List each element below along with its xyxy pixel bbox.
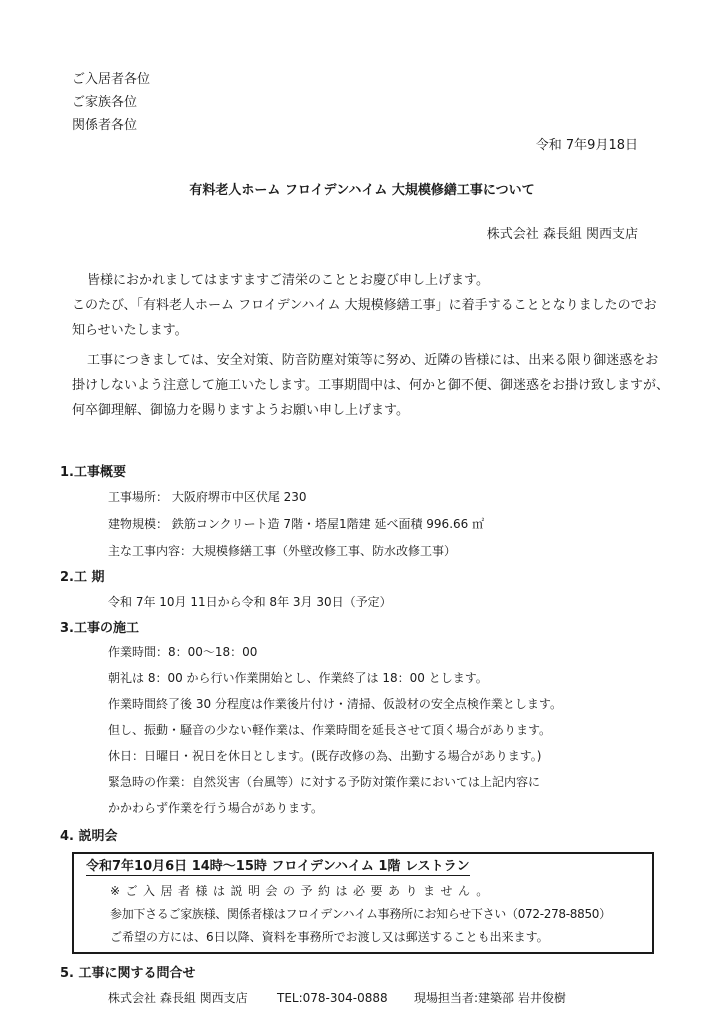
addressee-residents: ご入居者各位 bbox=[72, 72, 151, 87]
inquiry-company: 株式会社 森長組 関西支店 bbox=[108, 991, 248, 1005]
document-title: 有料老人ホーム フロイデンハイム 大規模修繕工事について bbox=[189, 183, 535, 198]
briefing-note: ご希望の方には、6日以降、資料を事務所でお渡し又は郵送することも出来ます。 bbox=[110, 930, 549, 944]
body-line: 工事につきましては、安全対策、防音防塵対策等に努め、近隣の皆様には、出来る限り御迷惑をお bbox=[87, 353, 659, 368]
briefing-schedule-text: 令和7年10月6日 14時～15時 フロイデンハイム 1階 レストラン bbox=[86, 859, 470, 874]
addressee-related: 関係者各位 bbox=[72, 118, 138, 133]
briefing-note: ※ご入居者様は説明会の予約は必要ありません。 bbox=[110, 884, 494, 898]
overview-line: 建物規模： 鉄筋コンクリート造 7階・塔屋1階建 延べ面積 996.66 ㎡ bbox=[108, 517, 485, 531]
inquiry-contact: 現場担当者:建築部 岩井俊樹 bbox=[414, 991, 566, 1005]
inquiry-phone: TEL:078-304-0888 bbox=[277, 991, 388, 1005]
construction-line: 朝礼は 8：00 から行い作業開始とし、作業終了は 18：00 とします。 bbox=[108, 671, 488, 685]
construction-line: 作業時間終了後 30 分程度は作業後片付け・清掃、仮設材の安全点検作業とします。 bbox=[108, 697, 562, 711]
section-heading-briefing: 4. 説明会 bbox=[60, 829, 118, 844]
construction-line: 緊急時の作業：自然災害（台風等）に対する予防対策作業においては上記内容に bbox=[108, 775, 541, 789]
addressee-families: ご家族各位 bbox=[72, 95, 138, 110]
construction-line: 但し、振動・騒音の少ない軽作業は、作業時間を延長させて頂く場合があります。 bbox=[108, 723, 552, 737]
briefing-note: 参加下さるご家族様、関係者様はフロイデンハイム事務所にお知らせ下さい（072-278-8850） bbox=[110, 907, 611, 921]
overview-line: 工事場所： 大阪府堺市中区伏尾 230 bbox=[108, 490, 307, 504]
period-line: 令和 7年 10月 11日から令和 8年 3月 30日（予定） bbox=[108, 595, 392, 609]
section-heading-construction: 3.工事の施工 bbox=[60, 621, 139, 636]
section-heading-inquiry: 5. 工事に関する問合せ bbox=[60, 966, 196, 981]
document-date: 令和 7年9月18日 bbox=[535, 138, 638, 153]
body-line: このたび、「有料老人ホーム フロイデンハイム 大規模修繕工事」に着手することとなりましたのでお bbox=[72, 298, 657, 313]
issuer-name: 株式会社 森長組 関西支店 bbox=[486, 227, 638, 242]
body-line: 何卒御理解、御協力を賜りますようお願い申し上げます。 bbox=[72, 403, 409, 418]
body-line: 知らせいたします。 bbox=[72, 323, 188, 338]
construction-line: かかわらず作業を行う場合があります。 bbox=[108, 801, 324, 815]
construction-line: 作業時間：8：00～18：00 bbox=[108, 645, 258, 659]
greeting-line: 皆様におかれましてはますますご清栄のこととお慶び申し上げます。 bbox=[87, 273, 489, 288]
construction-line: 休日：日曜日・祝日を休日とします。(既存改修の為、出勤する場合があります。) bbox=[108, 749, 542, 763]
briefing-schedule bbox=[86, 859, 470, 875]
overview-line: 主な工事内容：大規模修繕工事（外壁改修工事、防水改修工事） bbox=[108, 544, 457, 558]
section-heading-overview: 1.工事概要 bbox=[60, 465, 126, 480]
section-heading-period: 2.工 期 bbox=[60, 570, 105, 585]
body-line: 掛けしないよう注意して施工いたします。工事期間中は、何かと御不便、御迷惑をお掛け致しますが、 bbox=[72, 378, 669, 393]
